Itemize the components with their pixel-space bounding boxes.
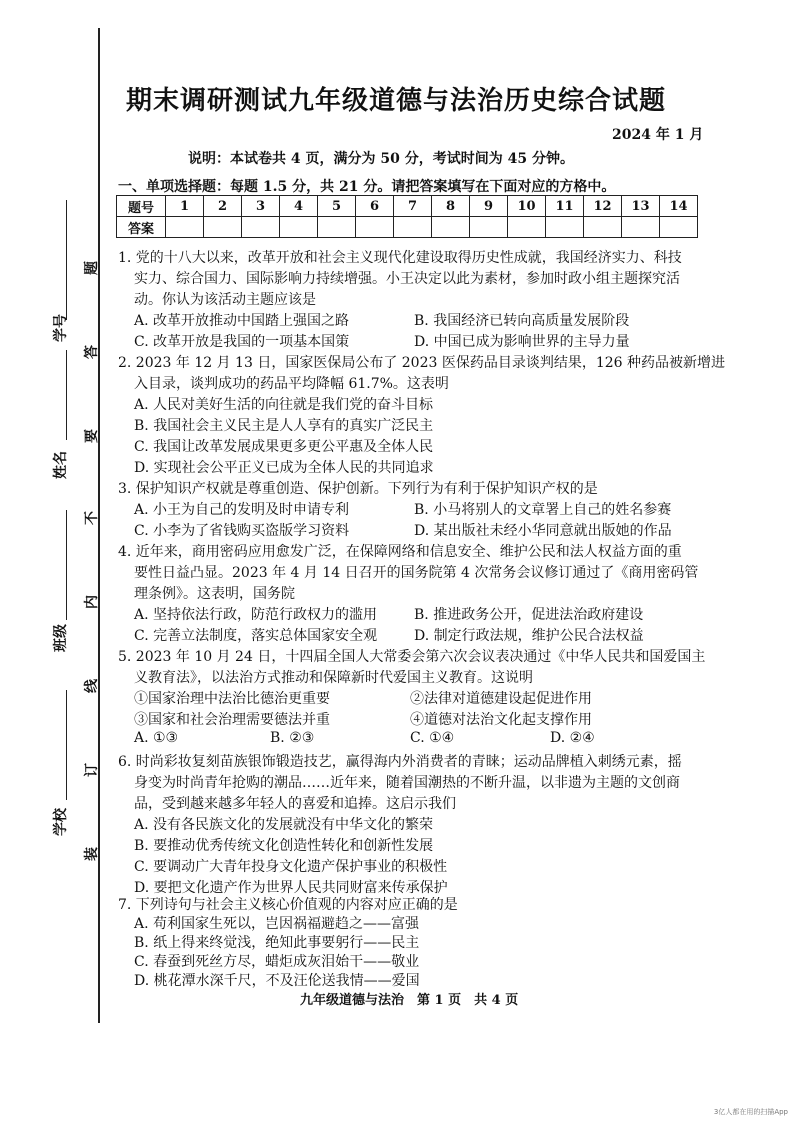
question-2-stem: 入目录，谈判成功的药品平均降幅 61.7%。这表明 — [134, 376, 449, 392]
option-b[interactable]: B. 要推动优秀传统文化创造性转化和创新性发展 — [134, 838, 434, 854]
question-number: 11 — [546, 196, 584, 217]
class-blank — [66, 510, 67, 620]
scanner-watermark: 3亿人都在用的扫描App — [713, 1108, 788, 1116]
answer-cell[interactable] — [356, 217, 394, 238]
question-7-stem: 7. 下列诗句与社会主义核心价值观的内容对应正确的是 — [118, 897, 458, 913]
page-title: 期末调研测试九年级道德与法治历史综合试题 — [126, 86, 667, 116]
page-footer: 九年级道德与法治 第 1 页 共 4 页 — [300, 993, 519, 1008]
question-6-stem: 品，受到越来越多年轻人的喜爱和追捧。这启示我们 — [134, 796, 456, 812]
question-number: 3 — [242, 196, 280, 217]
question-number: 2 — [204, 196, 242, 217]
answer-cell[interactable] — [432, 217, 470, 238]
student-id-label: 学号 — [53, 314, 69, 342]
option-c[interactable]: C. 改革开放是我国的一项基本国策 — [134, 334, 350, 350]
answer-cell[interactable] — [280, 217, 318, 238]
option-b[interactable]: B. 小马将别人的文章署上自己的姓名参赛 — [414, 502, 672, 518]
option-c[interactable]: C. 春蚕到死丝方尽，蜡炬成灰泪始干——敬业 — [134, 954, 420, 970]
exam-date: 2024 年 1 月 — [612, 127, 704, 143]
question-number: 5 — [318, 196, 356, 217]
question-number: 12 — [584, 196, 622, 217]
option-a[interactable]: A. 小王为自己的发明及时申请专利 — [134, 502, 350, 518]
option-d[interactable]: D. 制定行政法规，维护公民合法权益 — [414, 628, 644, 644]
seal-char: 订 — [84, 763, 100, 777]
school-blank — [66, 690, 67, 800]
option-d[interactable]: D. 某出版社未经小华同意就出版她的作品 — [414, 523, 672, 539]
name-blank — [66, 350, 67, 440]
question-4-stem: 理条例》。这表明，国务院 — [134, 586, 295, 602]
exam-note: 说明：本试卷共 4 页，满分为 50 分，考试时间为 45 分钟。 — [188, 151, 574, 167]
option-c[interactable]: C. ①④ — [410, 730, 455, 746]
option-c[interactable]: C. 我国让改革发展成果更多更公平惠及全体人民 — [134, 439, 434, 455]
question-number: 13 — [622, 196, 660, 217]
student-id-blank — [66, 200, 67, 320]
option-d[interactable]: D. ②④ — [550, 730, 595, 746]
option-d[interactable]: D. 中国已成为影响世界的主导力量 — [414, 334, 630, 350]
question-number: 4 — [280, 196, 318, 217]
question-1-stem: 动。你认为该活动主题应该是 — [134, 292, 316, 308]
option-b[interactable]: B. 纸上得来终觉浅，绝知此事要躬行——民主 — [134, 935, 420, 951]
seal-char: 不 — [84, 511, 100, 525]
binding-line-outer — [98, 28, 100, 1023]
answer-cell[interactable] — [660, 217, 698, 238]
table-row — [117, 217, 698, 238]
school-label: 学校 — [53, 808, 69, 836]
question-number: 9 — [470, 196, 508, 217]
question-5-stem: 义教育法》，以法治方式推动和保障新时代爱国主义教育。这说明 — [134, 670, 533, 686]
seal-char: 答 — [84, 345, 100, 359]
option-b[interactable]: B. ②③ — [270, 730, 315, 746]
option-b[interactable]: B. 我国经济已转向高质量发展阶段 — [414, 313, 630, 329]
class-label: 班级 — [53, 624, 69, 652]
question-number: 6 — [356, 196, 394, 217]
option-a[interactable]: A. 坚持依法行政，防范行政权力的滥用 — [134, 607, 378, 623]
answer-table — [116, 195, 698, 238]
option-a[interactable]: A. 苟利国家生死以，岂因祸福避趋之——富强 — [134, 916, 420, 932]
seal-char: 内 — [84, 595, 100, 609]
seal-char: 要 — [84, 429, 100, 443]
question-number: 10 — [508, 196, 546, 217]
option-c[interactable]: C. 要调动广大青年投身文化遗产保护事业的积极性 — [134, 859, 448, 875]
question-4-stem: 4. 近年来，商用密码应用愈发广泛，在保障网络和信息安全、维护公民和法人权益方面的重 — [118, 544, 682, 560]
option-b[interactable]: B. 推进政务公开，促进法治政府建设 — [414, 607, 644, 623]
option-d[interactable]: D. 要把文化遗产作为世界人民共同财富来传承保护 — [134, 880, 448, 896]
option-b[interactable]: B. 我国社会主义民主是人人享有的真实广泛民主 — [134, 418, 434, 434]
answer-cell[interactable] — [508, 217, 546, 238]
answer-cell[interactable] — [546, 217, 584, 238]
seal-char: 线 — [84, 679, 100, 693]
table-row — [117, 196, 698, 217]
option-a[interactable]: A. 没有各民族文化的发展就没有中华文化的繁荣 — [134, 817, 434, 833]
seal-char: 装 — [84, 847, 100, 861]
answer-cell[interactable] — [394, 217, 432, 238]
answer-cell[interactable] — [204, 217, 242, 238]
statement-3: ③国家和社会治理需要德法并重 — [134, 712, 330, 728]
statement-4: ④道德对法治文化起支撑作用 — [410, 712, 592, 728]
option-a[interactable]: A. 人民对美好生活的向往就是我们党的奋斗目标 — [134, 397, 434, 413]
answer-cell[interactable] — [318, 217, 356, 238]
answer-cell[interactable] — [584, 217, 622, 238]
section-heading: 一、单项选择题：每题 1.5 分，共 21 分。请把答案填写在下面对应的方格中。 — [118, 179, 616, 195]
option-a[interactable]: A. ①③ — [134, 730, 179, 746]
seal-char: 题 — [84, 261, 100, 275]
question-1-stem: 实力、综合国力、国际影响力持续增强。小王决定以此为素材，参加时政小组主题探究活 — [134, 271, 680, 287]
question-number: 1 — [166, 196, 204, 217]
question-number: 7 — [394, 196, 432, 217]
option-d[interactable]: D. 桃花潭水深千尺，不及汪伦送我情——爱国 — [134, 973, 420, 989]
option-c[interactable]: C. 小李为了省钱购买盗版学习资料 — [134, 523, 350, 539]
option-d[interactable]: D. 实现社会公平正义已成为全体人民的共同追求 — [134, 460, 434, 476]
answer-cell[interactable] — [470, 217, 508, 238]
question-6-stem: 6. 时尚彩妆复刻苗族银饰锻造技艺，赢得海内外消费者的青睐；运动品牌植入刺绣元素，摇 — [118, 754, 682, 770]
question-number: 8 — [432, 196, 470, 217]
question-5-stem: 5. 2023 年 10 月 24 日，十四届全国人大常委会第六次会议表决通过《中华人民共和国爱国主 — [118, 649, 706, 665]
question-3-stem: 3. 保护知识产权就是尊重创造、保护创新。下列行为有利于保护知识产权的是 — [118, 481, 598, 497]
statement-2: ②法律对道德建设起促进作用 — [410, 691, 592, 707]
statement-1: ①国家治理中法治比德治更重要 — [134, 691, 330, 707]
option-a[interactable]: A. 改革开放推动中国踏上强国之路 — [134, 313, 350, 329]
question-number: 14 — [660, 196, 698, 217]
question-2-stem: 2. 2023 年 12 月 13 日，国家医保局公布了 2023 医保药品目录谈判结果，126 种药品被新增进 — [118, 355, 726, 371]
answer-cell[interactable] — [166, 217, 204, 238]
name-label: 姓名 — [53, 451, 69, 479]
question-1-stem: 1. 党的十八大以来，改革开放和社会主义现代化建设取得历史性成就，我国经济实力、科技 — [118, 250, 682, 266]
option-c[interactable]: C. 完善立法制度，落实总体国家安全观 — [134, 628, 378, 644]
row-label: 题号 — [117, 196, 166, 217]
row-label: 答案 — [117, 217, 166, 238]
question-6-stem: 身变为时尚青年抢购的潮品……近年来，随着国潮热的不断升温，以非遗为主题的文创商 — [134, 775, 680, 791]
answer-cell[interactable] — [622, 217, 660, 238]
answer-cell[interactable] — [242, 217, 280, 238]
question-4-stem: 要性日益凸显。2023 年 4 月 14 日召开的国务院第 4 次常务会议修订通过了《商用密码管 — [134, 565, 699, 581]
